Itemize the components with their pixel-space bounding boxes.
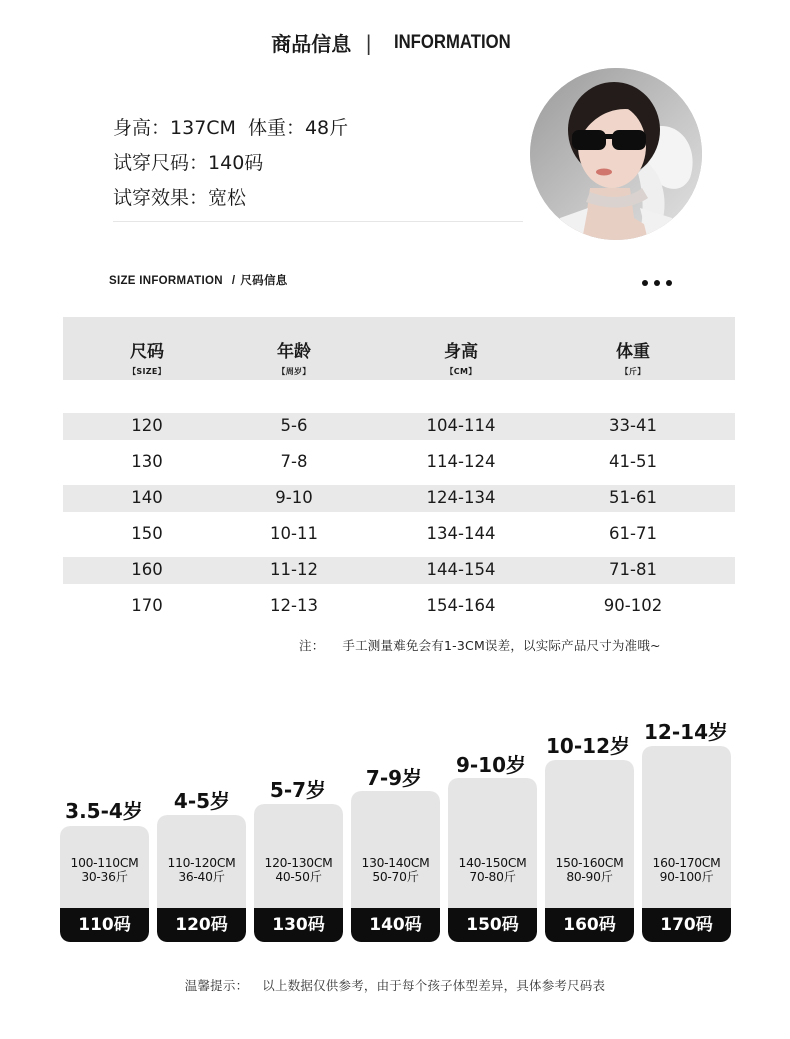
table-row bbox=[63, 521, 735, 548]
cell-height: 114-124 bbox=[426, 452, 496, 471]
card-height: 110-120CM bbox=[167, 856, 236, 870]
title-cn: 商品信息 bbox=[271, 32, 352, 56]
card-size: 160码 bbox=[545, 908, 634, 942]
more-dots-icon bbox=[642, 280, 672, 286]
cell-height: 134-144 bbox=[426, 524, 496, 543]
title-separator: | bbox=[365, 30, 373, 55]
header-age: 年龄 【周岁】 bbox=[277, 342, 311, 376]
cell-weight: 41-51 bbox=[609, 452, 657, 471]
card-size: 120码 bbox=[157, 908, 246, 942]
cell-age: 5-6 bbox=[280, 416, 308, 435]
card-height: 100-110CM bbox=[70, 856, 139, 870]
cell-height: 124-134 bbox=[426, 488, 496, 507]
cell-height: 104-114 bbox=[426, 416, 496, 435]
footer-text: 以上数据仅供参考，由于每个孩子体型差异，具体参考尺码表 bbox=[262, 978, 606, 993]
size-card bbox=[157, 815, 246, 942]
model-height-weight bbox=[113, 113, 348, 148]
model-avatar-photo bbox=[530, 68, 702, 240]
try-size-label: 试穿尺码： bbox=[113, 152, 209, 174]
size-card bbox=[60, 826, 149, 942]
footer-label: 温馨提示： bbox=[184, 978, 249, 993]
header-height: 身高 【CM】 bbox=[444, 342, 478, 376]
cell-height: 154-164 bbox=[426, 596, 496, 615]
cell-age: 12-13 bbox=[270, 596, 318, 615]
card-weight: 90-100斤 bbox=[659, 870, 714, 884]
measurement-note bbox=[299, 636, 661, 654]
info-divider bbox=[113, 221, 523, 222]
card-weight: 36-40斤 bbox=[178, 870, 225, 884]
model-try-size bbox=[113, 148, 348, 183]
fit-label: 试穿效果： bbox=[113, 187, 209, 209]
model-fit bbox=[113, 183, 348, 218]
size-card bbox=[254, 804, 343, 942]
size-info-title-en: SIZE INFORMATION bbox=[109, 275, 223, 287]
note-text: 手工测量难免会有1-3CM误差，以实际产品尺寸为准哦~ bbox=[342, 638, 661, 653]
size-info-heading bbox=[109, 272, 288, 288]
card-height: 130-140CM bbox=[361, 856, 430, 870]
card-weight: 40-50斤 bbox=[275, 870, 322, 884]
cell-weight: 61-71 bbox=[609, 524, 657, 543]
size-card bbox=[351, 791, 440, 942]
cell-weight: 51-61 bbox=[609, 488, 657, 507]
card-age: 10-12岁 bbox=[546, 734, 630, 758]
weight-label: 体重： bbox=[247, 117, 305, 139]
weight-value: 48斤 bbox=[304, 117, 349, 139]
size-info-slash: / bbox=[231, 275, 236, 287]
model-info bbox=[113, 113, 348, 218]
try-size-value: 140码 bbox=[208, 152, 264, 174]
cell-size: 150 bbox=[131, 524, 163, 543]
table-row bbox=[63, 413, 735, 440]
size-info-title-cn: 尺码信息 bbox=[240, 275, 288, 287]
size-card bbox=[448, 778, 537, 942]
card-size: 130码 bbox=[254, 908, 343, 942]
cell-size: 170 bbox=[131, 596, 163, 615]
cell-height: 144-154 bbox=[426, 560, 496, 579]
card-age: 7-9岁 bbox=[365, 766, 423, 790]
cell-size: 160 bbox=[131, 560, 163, 579]
card-height: 120-130CM bbox=[264, 856, 333, 870]
card-age: 3.5-4岁 bbox=[65, 799, 143, 823]
table-row bbox=[63, 593, 735, 620]
height-value: 137CM bbox=[170, 117, 236, 139]
card-size: 140码 bbox=[351, 908, 440, 942]
size-card bbox=[642, 746, 731, 942]
header-size: 尺码 【SIZE】 bbox=[128, 342, 166, 376]
cell-age: 11-12 bbox=[270, 560, 318, 579]
cell-size: 140 bbox=[131, 488, 163, 507]
card-size: 170码 bbox=[642, 908, 731, 942]
cell-size: 130 bbox=[131, 452, 163, 471]
card-size: 110码 bbox=[60, 908, 149, 942]
cell-weight: 71-81 bbox=[609, 560, 657, 579]
card-weight: 30-36斤 bbox=[81, 870, 128, 884]
page-header bbox=[0, 28, 790, 57]
size-table-header bbox=[63, 317, 735, 380]
card-height: 150-160CM bbox=[555, 856, 624, 870]
table-row bbox=[63, 485, 735, 512]
card-age: 5-7岁 bbox=[269, 778, 327, 802]
size-card bbox=[545, 760, 634, 942]
card-height: 140-150CM bbox=[458, 856, 527, 870]
table-row bbox=[63, 449, 735, 476]
card-age: 9-10岁 bbox=[455, 753, 527, 777]
height-label: 身高： bbox=[113, 117, 171, 139]
table-row bbox=[63, 557, 735, 584]
cell-age: 10-11 bbox=[270, 524, 318, 543]
card-size: 150码 bbox=[448, 908, 537, 942]
note-label: 注： bbox=[299, 638, 325, 653]
cell-weight: 33-41 bbox=[609, 416, 657, 435]
title-en: INFORMATION bbox=[394, 31, 511, 53]
card-age: 4-5岁 bbox=[173, 789, 231, 813]
card-height: 160-170CM bbox=[652, 856, 721, 870]
cell-size: 120 bbox=[131, 416, 163, 435]
card-weight: 80-90斤 bbox=[566, 870, 613, 884]
cell-age: 9-10 bbox=[275, 488, 313, 507]
card-age: 12-14岁 bbox=[644, 720, 728, 744]
card-weight: 70-80斤 bbox=[469, 870, 516, 884]
fit-value: 宽松 bbox=[208, 187, 247, 209]
footer-tip bbox=[0, 976, 790, 994]
cell-age: 7-8 bbox=[280, 452, 308, 471]
card-weight: 50-70斤 bbox=[372, 870, 419, 884]
cell-weight: 90-102 bbox=[603, 596, 663, 615]
header-weight: 体重 【斤】 bbox=[616, 342, 650, 376]
